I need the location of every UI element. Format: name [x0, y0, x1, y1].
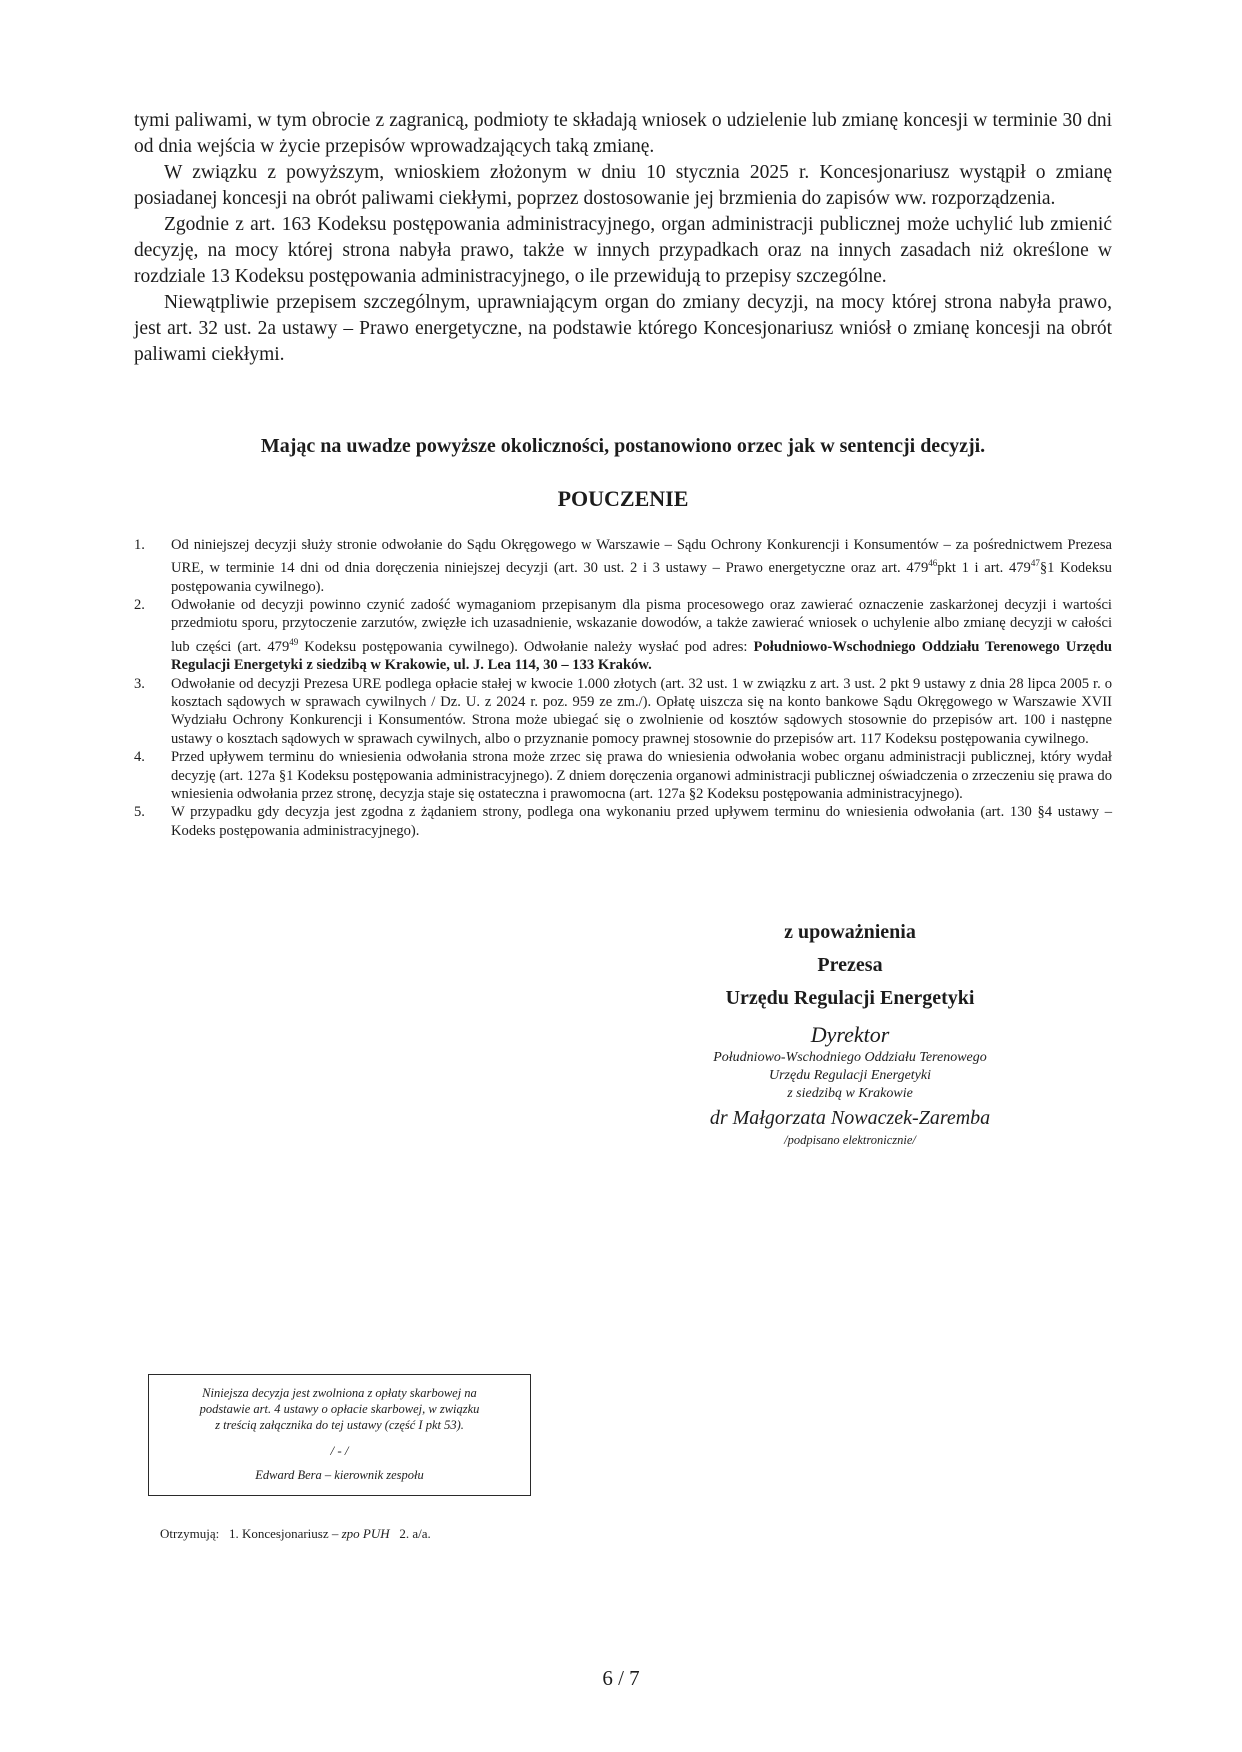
team-manager: Edward Bera – kierownik zespołu	[255, 1468, 424, 1482]
signature-block	[640, 916, 1060, 1149]
item-number: 3.	[134, 675, 145, 692]
instruction-item	[134, 803, 1112, 840]
item-text: Odwołanie od decyzji Prezesa URE podlega opłacie stałej w kwocie 1.000 złotych (art. 32 ust. 1 w związku z art. 3 ust. 2 pkt 9 ustawy z dnia 28 lipca 2005 r. o kosztach sądowych w sprawach cywilnych / Dz. U. z 2024 r. poz. 959 ze zm./). Opłatę uiszcza się na konto bankowe Sądu Okręgowego w Warszawie XVII Wydziału Ochrony Konkurencji i Konsumentów. Strona może ubiegać się o zwolnienie od kosztów sądowych stosownie do przepisów art. 100 i następne ustawy o kosztach sądowych w sprawach cywilnych, albo o przyznanie pomocy prawnej stosownie do przepisów art. 117 Kodeksu postępowania cywilnego.	[171, 675, 1112, 747]
recipient: Koncesjonariusz –	[241, 1526, 339, 1541]
instructions-heading: POUCZENIE	[557, 486, 689, 511]
exemption-text: podstawie art. 4 ustawy o opłacie skarbowej, w związku	[199, 1402, 480, 1416]
court-address: Południowo-Wschodniego Oddziału Terenowego Urzędu Regulacji Energetyki z siedzibą w Krakowie, ul. J. Lea 114, 30 – 133 Kraków.	[171, 638, 1113, 674]
instruction-item	[134, 536, 1112, 596]
paragraph: W związku z powyższym, wnioskiem złożonym w dniu 10 stycznia 2025 r. Koncesjonariusz wystąpił o zmianę posiadanej koncesji na obrót paliwami ciekłymi, poprzez dostosowanie jej brzmienia do zapisów ww. rozporządzenia.	[134, 162, 1112, 209]
paragraph: Niewątpliwie przepisem szczególnym, uprawniającym organ do zmiany decyzji, na mocy której strona nabyła prawo, jest art. 32 ust. 2a ustawy – Prawo energetyczne, na podstawie którego Koncesjonariusz wniósł o zmianę koncesji na obrót paliwami ciekłymi.	[134, 292, 1112, 365]
paragraph: Zgodnie z art. 163 Kodeksu postępowania administracyjnego, organ administracji publicznej może uchylić lub zmienić decyzję, na mocy której strona nabyła prawo, także w innych przypadkach oraz na innych zasadach niż określone w rozdziale 13 Kodeksu postępowania administracyjnego, o ile przewidują to przepisy szczególne.	[134, 214, 1112, 287]
exemption-text: z treścią załącznika do tej ustawy (część I pkt 53).	[215, 1418, 464, 1432]
item-text: §1 Kodeksu postępowania cywilnego).	[171, 560, 1112, 595]
exemption-text: Niniejsza decyzja jest zwolniona z opłaty skarbowej na	[202, 1386, 477, 1400]
superscript: 49	[289, 636, 299, 647]
signatory-title: Dyrektor	[810, 1022, 890, 1047]
item-number: 1.	[134, 537, 145, 553]
recipient-name: zpo PUH	[341, 1526, 390, 1541]
instructions-list	[134, 536, 1112, 840]
recipients-label: Otrzymują:	[160, 1526, 220, 1541]
item-number: 2.	[134, 597, 145, 614]
signature-mark: / - /	[330, 1443, 349, 1458]
page-number: 6 / 7	[602, 1666, 640, 1690]
stamp-duty-exemption-box	[148, 1374, 531, 1496]
item-number: 4.	[134, 749, 145, 766]
authorization-line: Urzędu Regulacji Energetyki	[725, 987, 975, 1009]
superscript: 46	[928, 558, 938, 569]
authorization-line: Prezesa	[817, 954, 883, 976]
paragraph: tymi paliwami, w tym obrocie z zagranicą, podmioty te składają wniosek o udzielenie lub zmianę koncesji w terminie 30 dni od dnia wejścia w życie przepisów wprowadzających taką zmianę.	[134, 110, 1112, 157]
electronic-signature-note: /podpisano elektronicznie/	[784, 1133, 916, 1147]
recipient-number: 2.	[399, 1526, 410, 1541]
instruction-item	[134, 675, 1112, 749]
signatory-unit: Południowo-Wschodniego Oddziału Terenowego	[713, 1050, 987, 1065]
signatory-unit: Urzędu Regulacji Energetyki	[769, 1068, 931, 1083]
item-number: 5.	[134, 804, 145, 821]
item-text: Odwołanie od decyzji powinno czynić zadość wymaganiom przepisanym dla pisma procesowego oraz zawierać oznaczenie zaskarżonej decyzji i wartości przedmiotu sporu, przytoczenie zarzutów, zwięzłe ich uzasadnienie, wskazanie dowodów, a także zawierać wniosek o uchylenie albo zmianę decyzji w całości lub części (art. 479	[171, 597, 1112, 655]
item-text: pkt 1 i art. 479	[937, 560, 1031, 577]
superscript: 47	[1030, 558, 1040, 569]
item-text: Od niniejszej decyzji służy stronie odwołanie do Sądu Okręgowego w Warszawie – Sądu Ochrony Konkurencji i Konsumentów – za pośrednictwem Prezesa URE, w terminie 14 dni od dnia doręczenia niniejszej decyzji (art. 30 ust. 2 i 3 ustawy – Prawo energetyczne oraz art. 479	[171, 537, 1112, 577]
item-text: Przed upływem terminu do wniesienia odwołania strona może zrzec się prawa do wniesienia odwołania wobec organu administracji publicznej, który wydał decyzję (art. 127a §1 Kodeksu postępowania administracyjnego). Z dniem doręczenia organowi administracji publicznej oświadczenia o zrzeczeniu się prawa do wniesienia odwołania przez stronę, decyzja staje się ostateczna i prawomocna (art. 127a §2 Kodeksu postępowania administracyjnego).	[171, 749, 1112, 802]
recipient-number: 1.	[228, 1526, 239, 1541]
instruction-item	[134, 748, 1112, 803]
signatory-unit: z siedzibą w Krakowie	[787, 1086, 913, 1101]
recipients-list	[160, 1525, 431, 1543]
justification-text	[134, 108, 1112, 368]
recipient: a/a.	[412, 1526, 431, 1541]
item-text: W przypadku gdy decyzja jest zgodna z żądaniem strony, podlega ona wykonaniu przed upływem terminu do wniesienia odwołania (art. 130 §4 ustawy – Kodeks postępowania administracyjnego).	[171, 804, 1112, 839]
authorization-line: z upoważnienia	[784, 921, 916, 943]
instruction-item	[134, 596, 1112, 674]
signatory-name: dr Małgorzata Nowaczek-Zaremba	[709, 1107, 991, 1129]
item-text: Kodeksu postępowania cywilnego). Odwołanie należy wysłać pod adres:	[298, 638, 754, 655]
conclusion-statement: Mając na uwadze powyższe okoliczności, postanowiono orzec jak w sentencji decyzji.	[260, 435, 986, 457]
